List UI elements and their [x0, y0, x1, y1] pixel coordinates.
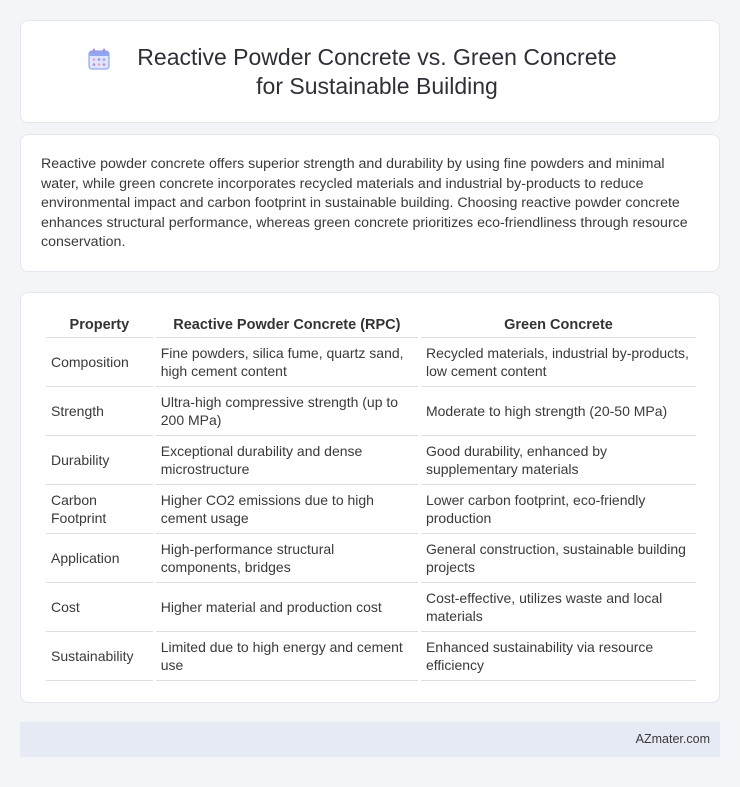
green-cell: Cost-effective, utilizes waste and local materials — [421, 583, 696, 632]
intro-paragraph: Reactive powder concrete offers superior strength and durability by using fine powders and minimal water, while green concrete incorporates recycled materials and industrial by-products to reduce environmental impact and carbon footprint in sustainable building. Choosing reactive powder concrete enhances structural performance, whereas green concrete prioritizes eco-friendliness through resource conservation. — [41, 156, 688, 250]
table-row — [46, 387, 696, 436]
property-cell: Carbon Footprint — [46, 485, 153, 534]
comparison-table-card — [20, 292, 720, 703]
green-cell: Recycled materials, industrial by-products, low cement content — [421, 338, 696, 387]
property-cell: Application — [46, 534, 153, 583]
property-cell: Sustainability — [46, 632, 153, 681]
rpc-cell: Fine powders, silica fume, quartz sand, high cement content — [156, 338, 418, 387]
header-property: Property — [46, 311, 153, 338]
table-header-row — [46, 311, 696, 338]
green-cell: Moderate to high strength (20-50 MPa) — [421, 387, 696, 436]
table-row — [46, 485, 696, 534]
footer-bar — [20, 722, 720, 757]
green-cell: General construction, sustainable building projects — [421, 534, 696, 583]
table-row — [46, 583, 696, 632]
property-cell: Durability — [46, 436, 153, 485]
footer-brand[interactable]: AZmater.com — [635, 732, 710, 746]
page-title: Reactive Powder Concrete vs. Green Concrete for Sustainable Building — [137, 44, 617, 99]
table-row — [46, 632, 696, 681]
header-green-concrete: Green Concrete — [421, 311, 696, 338]
rpc-cell: Higher CO2 emissions due to high cement usage — [156, 485, 418, 534]
rpc-cell: High-performance structural components, bridges — [156, 534, 418, 583]
table-row — [46, 436, 696, 485]
intro-card — [20, 134, 720, 272]
property-cell: Strength — [46, 387, 153, 436]
green-cell: Good durability, enhanced by supplementary materials — [421, 436, 696, 485]
title-card — [20, 20, 720, 123]
table-row — [46, 338, 696, 387]
table-row — [46, 534, 696, 583]
rpc-cell: Ultra-high compressive strength (up to 200 MPa) — [156, 387, 418, 436]
property-cell: Cost — [46, 583, 153, 632]
rpc-cell: Higher material and production cost — [156, 583, 418, 632]
header-rpc: Reactive Powder Concrete (RPC) — [156, 311, 418, 338]
green-cell: Lower carbon footprint, eco-friendly production — [421, 485, 696, 534]
rpc-cell: Exceptional durability and dense microstructure — [156, 436, 418, 485]
comparison-table — [43, 311, 699, 681]
green-cell: Enhanced sustainability via resource efficiency — [421, 632, 696, 681]
property-cell: Composition — [46, 338, 153, 387]
rpc-cell: Limited due to high energy and cement use — [156, 632, 418, 681]
